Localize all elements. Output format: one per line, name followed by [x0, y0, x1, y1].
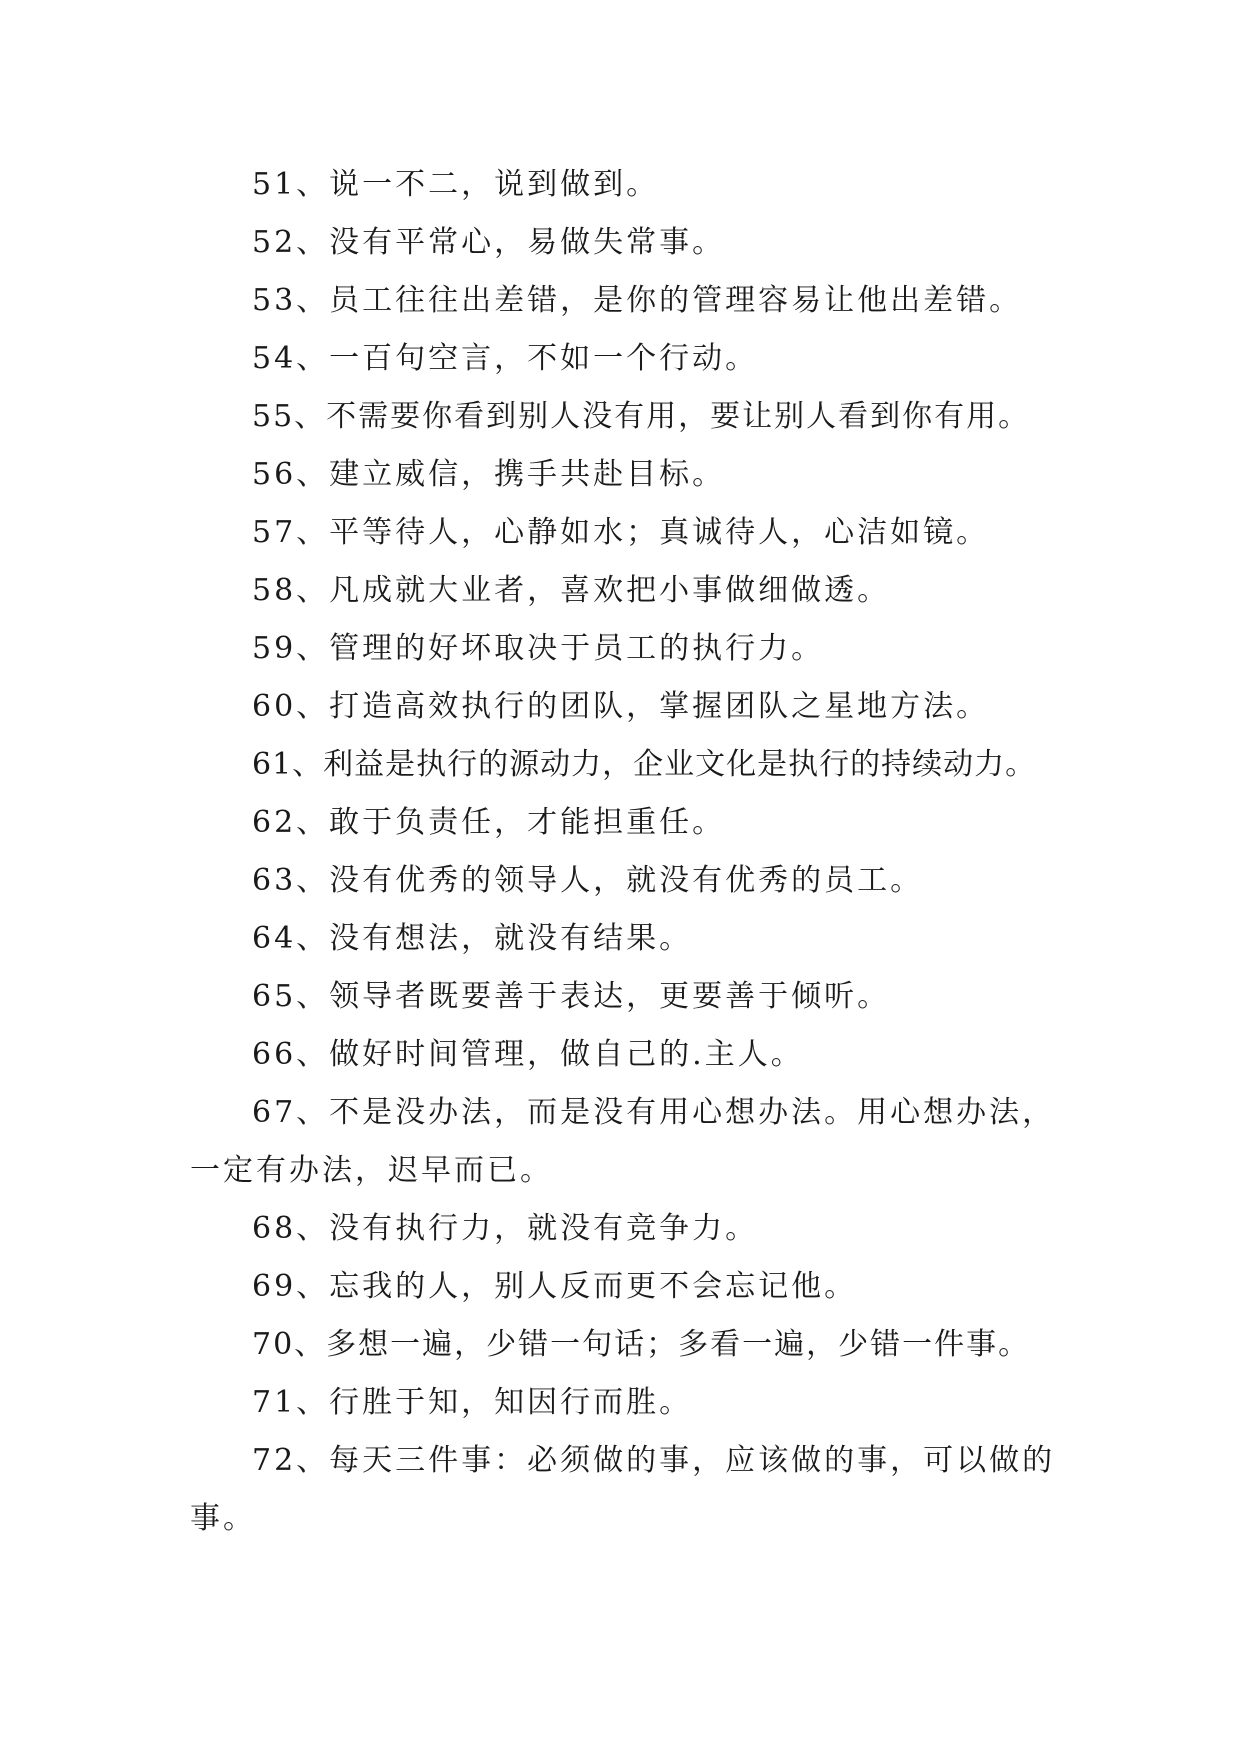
quote-item: 51、说一不二，说到做到。 — [252, 167, 660, 202]
quote-item: 66、做好时间管理，做自己的.主人。 — [252, 1037, 804, 1072]
quote-item: 56、建立威信，携手共赴目标。 — [252, 457, 726, 492]
quote-item: 55、不需要你看到别人没有用，要让别人看到你有用。 — [252, 399, 1031, 434]
quote-item: 53、员工往往出差错，是你的管理容易让他出差错。 — [252, 283, 1023, 318]
quote-item: 67、不是没办法，而是没有用心想办法。用心想办法，一定有办法，迟早而已。 — [190, 1095, 1056, 1188]
quote-item: 61、利益是执行的源动力，企业文化是执行的持续动力。 — [252, 747, 1037, 782]
quote-item: 65、领导者既要善于表达，更要善于倾听。 — [252, 979, 891, 1014]
quote-item: 70、多想一遍，少错一句话；多看一遍，少错一件事。 — [252, 1327, 1031, 1362]
quote-item: 60、打造高效执行的团队，掌握团队之星地方法。 — [252, 689, 990, 724]
quote-item: 54、一百句空言，不如一个行动。 — [252, 341, 759, 376]
quote-item: 72、每天三件事：必须做的事，应该做的事，可以做的事。 — [190, 1443, 1056, 1536]
quote-item: 71、行胜于知，知因行而胜。 — [252, 1385, 693, 1420]
quote-item: 62、敢于负责任，才能担重任。 — [252, 805, 726, 840]
quote-item: 64、没有想法，就没有结果。 — [252, 921, 693, 956]
quote-item: 63、没有优秀的领导人，就没有优秀的员工。 — [252, 863, 924, 898]
quote-item: 58、凡成就大业者，喜欢把小事做细做透。 — [252, 573, 891, 608]
quote-item: 69、忘我的人，别人反而更不会忘记他。 — [252, 1269, 858, 1304]
quote-item: 57、平等待人，心静如水；真诚待人，心洁如镜。 — [252, 515, 990, 550]
quote-item: 59、管理的好坏取决于员工的执行力。 — [252, 631, 825, 666]
quote-item: 52、没有平常心，易做失常事。 — [252, 225, 726, 260]
quote-item: 68、没有执行力，就没有竞争力。 — [252, 1211, 759, 1246]
quote-list — [190, 156, 1070, 1548]
